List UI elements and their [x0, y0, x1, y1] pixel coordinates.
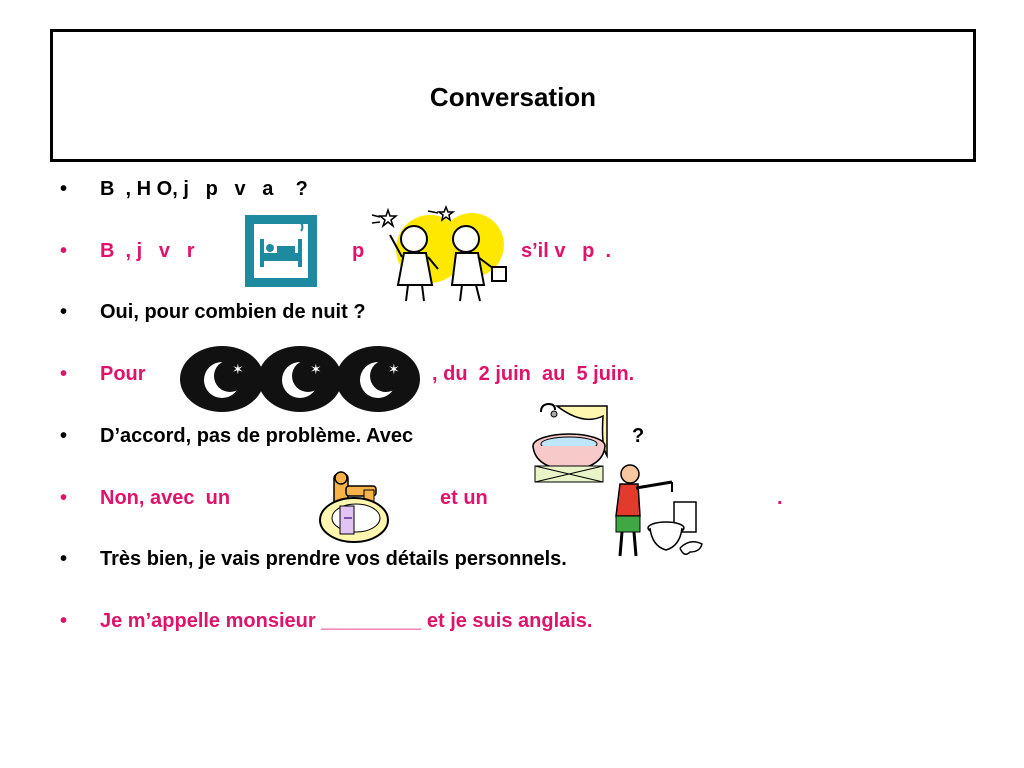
bullet: •	[60, 363, 68, 385]
bullet: •	[60, 425, 68, 447]
line-7-text: Très bien, je vais prendre vos détails personnels.	[100, 548, 567, 570]
svg-text:✶: ✶	[310, 362, 322, 378]
bathtub-icon	[527, 402, 611, 486]
slide-title: Conversation	[429, 82, 597, 112]
line-4-text-b: , du 2 juin au 5 juin.	[432, 363, 635, 385]
line-2-text-c: s’il v p .	[521, 240, 612, 262]
line-4-text-a: Pour	[100, 363, 146, 385]
bullet: •	[60, 240, 68, 262]
dialogue-line-7	[0, 548, 1024, 580]
dialogue-line-6	[0, 487, 1024, 519]
bullet: •	[60, 610, 68, 632]
hotel-bed-sign-icon	[243, 213, 319, 289]
line-6-text-c: .	[777, 487, 783, 509]
two-people-icon	[368, 205, 516, 305]
line-2-text-b: p	[352, 240, 365, 262]
line-1-text: B , H O, j p v a ?	[100, 178, 308, 200]
line-3-text: Oui, pour combien de nuit ?	[100, 301, 366, 323]
svg-text:✶: ✶	[232, 362, 244, 378]
dialogue-line-8	[0, 610, 1024, 642]
bullet: •	[60, 301, 68, 323]
line-8-text: Je m’appelle monsieur _________ et je suis anglais.	[100, 610, 593, 632]
dialogue-line-5	[0, 425, 1024, 457]
line-2-text-a: B , j v r	[100, 240, 195, 262]
bullet: •	[60, 548, 68, 570]
bullet: •	[60, 178, 68, 200]
line-5-text-a: D’accord, pas de problème. Avec	[100, 425, 414, 447]
title-box	[50, 29, 976, 162]
toilet-icon	[600, 462, 710, 562]
dialogue-line-4	[0, 363, 1024, 395]
bullet: •	[60, 487, 68, 509]
line-6-text-a: Non, avec un	[100, 487, 231, 509]
dialogue-line-3	[0, 301, 1024, 333]
svg-text:✶: ✶	[388, 362, 400, 378]
washbasin-icon	[316, 470, 392, 550]
line-6-text-b: et un	[440, 487, 488, 509]
line-5-text-b: ?	[632, 425, 645, 447]
three-moons-icon	[178, 344, 424, 414]
